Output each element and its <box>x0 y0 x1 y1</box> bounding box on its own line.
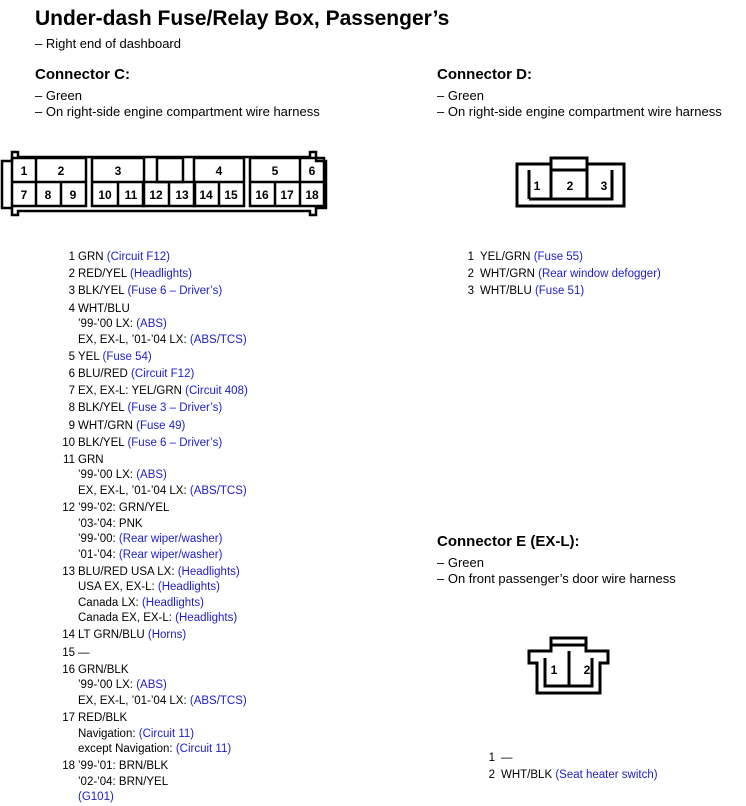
connector-c-pin-line <box>78 532 248 548</box>
connector-c-pin-line <box>78 302 248 318</box>
connector-c-wire-text: BLK/YEL <box>78 436 128 449</box>
connector-c-pin-number: 3 <box>68 285 75 298</box>
connector-c-pin-number: 9 <box>68 419 75 432</box>
connector-c-pin-line <box>78 436 248 452</box>
page-subtitle: – Right end of dashboard <box>35 36 181 51</box>
connector-d-circuit-reference: (Fuse 51) <box>534 285 585 298</box>
connector-d-pin-line <box>480 250 661 266</box>
connector-c-pin-line <box>78 284 248 300</box>
connector-c-wire-text: ’02-’04: BRN/YEL <box>78 775 169 788</box>
connector-c-pin-entry <box>61 302 248 349</box>
connector-c-wire-text: ’01-’04: <box>78 548 119 561</box>
connector-c-pin-number: 14 <box>62 629 75 642</box>
connector-c-wire-text: BLU/RED <box>78 367 132 380</box>
connector-c-pin-line <box>78 727 248 743</box>
connector-c-pin-5: 5 <box>271 164 279 178</box>
connector-c-wire-text: ’03-’04: PNK <box>78 517 143 530</box>
connector-d-wire-text: WHT/GRN <box>480 268 539 281</box>
connector-c-pin-entry <box>61 759 248 806</box>
connector-c-circuit-reference: (Circuit F12) <box>131 367 195 380</box>
connector-c-pin-entry <box>61 384 248 400</box>
connector-c-wire-text: BLK/YEL <box>78 285 128 298</box>
connector-c-pin-line <box>78 419 248 435</box>
connector-c-pin-line <box>78 611 248 627</box>
connector-c-pin-line <box>78 501 248 517</box>
connector-c-pin-14: 14 <box>199 188 213 202</box>
connector-c-pin-18: 18 <box>305 188 319 202</box>
connector-c-pin-entry <box>61 646 248 662</box>
connector-c-circuit-reference: (Headlights) <box>177 565 240 578</box>
connector-c-wire-text: BLK/YEL <box>78 402 128 415</box>
connector-c-circuit-reference: (Fuse 54) <box>102 350 152 363</box>
connector-c-pin-10: 10 <box>98 188 112 202</box>
connector-c-pin-line <box>78 580 248 596</box>
connector-c-pin-entry <box>61 565 248 627</box>
connector-c-pin-3: 3 <box>114 164 122 178</box>
connector-c-pin-line <box>78 468 248 484</box>
connector-c-pin-9: 9 <box>69 188 77 202</box>
connector-c-pin-number: 13 <box>62 565 75 578</box>
connector-d-pin-2: 2 <box>566 179 574 193</box>
connector-c-pin-11: 11 <box>124 188 138 202</box>
connector-c-circuit-reference: (Fuse 6 – Driver’s) <box>127 285 223 298</box>
connector-c-wire-text: ’99-’00 LX: <box>78 469 137 482</box>
connector-c-pin-number: 12 <box>62 502 75 515</box>
connector-d-wire-text: WHT/BLU <box>480 285 535 298</box>
connector-c-circuit-reference: (Circuit 11) <box>175 743 232 755</box>
connector-c-pin-line <box>78 646 248 662</box>
connector-c-pin-7: 7 <box>20 188 28 202</box>
connector-d-pin-number: 2 <box>467 268 474 281</box>
connector-c-pin-17: 17 <box>280 188 294 202</box>
connector-c-heading: Connector C: <box>35 66 130 83</box>
connector-c-pin-4: 4 <box>215 164 223 178</box>
connector-c-pin-8: 8 <box>44 188 52 202</box>
connector-c-pin-list <box>61 250 248 806</box>
connector-e-wire-text: WHT/BLK <box>501 769 556 782</box>
connector-d-color-note: – Green <box>437 88 484 103</box>
connector-e-heading: Connector E (EX-L): <box>437 533 580 550</box>
connector-c-wire-text: GRN/BLK <box>78 663 129 676</box>
connector-c-diagram <box>2 152 326 215</box>
connector-e-pin-entry <box>481 768 658 784</box>
connector-c-pin-number: 11 <box>63 453 75 466</box>
connector-c-pin-number: 1 <box>68 251 75 263</box>
connector-d-pin-entry <box>460 250 661 266</box>
connector-c-pin-line <box>78 742 248 758</box>
connector-c-wire-text: USA EX, EX-L: <box>78 581 158 594</box>
connector-c-pin-number: 7 <box>68 385 75 398</box>
connector-c-wire-text: EX, EX-L, ’01-’04 LX: <box>78 484 190 497</box>
connector-c-wire-text: LT GRN/BLU <box>78 629 148 642</box>
connector-c-circuit-reference: (Headlights) <box>175 612 238 625</box>
connector-d-pin-3: 3 <box>600 179 608 193</box>
connector-c-wire-text: Navigation: <box>78 727 139 740</box>
connector-c-wire-text: RED/BLK <box>78 712 128 724</box>
connector-e-diagram <box>529 638 608 693</box>
connector-c-pin-line <box>78 267 248 283</box>
connector-d-pin-1: 1 <box>533 179 541 193</box>
connector-c-pin-line <box>78 628 248 644</box>
connector-e-pin-2: 2 <box>583 663 591 677</box>
connector-c-circuit-reference: (Fuse 3 – Driver’s) <box>127 402 223 415</box>
connector-c-wire-text: BLU/RED USA LX: <box>78 565 178 578</box>
connector-c-pin-entry <box>61 267 248 283</box>
connector-c-pin-line <box>78 401 248 417</box>
connector-c-pin-number: 10 <box>62 436 75 449</box>
connector-c-pin-line <box>78 663 248 679</box>
connector-c-wire-text: EX, EX-L, ’01-’04 LX: <box>78 333 190 346</box>
connector-c-pin-line <box>78 453 248 469</box>
connector-c-pin-15: 15 <box>224 188 238 202</box>
connector-c-wire-text: ’99-’01: BRN/BLK <box>78 760 169 773</box>
connector-c-pin-line <box>78 517 248 533</box>
connector-c-circuit-reference: (Circuit F12) <box>106 251 171 263</box>
connector-c-wire-text: ’99-’00 LX: <box>78 679 137 692</box>
connector-c-pin-2: 2 <box>57 164 65 178</box>
connector-c-pin-number: 2 <box>68 268 75 281</box>
connector-c-pin-number: 16 <box>62 663 75 676</box>
connector-c-pin-entry <box>61 453 248 500</box>
connector-c-wire-text: RED/YEL <box>78 268 130 281</box>
connector-c-wire-text: ’99-’00: <box>78 533 119 546</box>
connector-c-circuit-reference: (Circuit 11) <box>138 727 195 740</box>
connector-c-wire-text: — <box>78 646 90 659</box>
connector-c-color-note: – Green <box>35 88 82 103</box>
connector-c-circuit-reference: (ABS) <box>136 679 167 692</box>
connector-d-pin-number: 3 <box>467 285 474 298</box>
connector-c-circuit-reference: (Headlights) <box>157 581 220 594</box>
connector-c-circuit-reference: (ABS) <box>136 318 167 331</box>
connector-c-wire-text: GRN <box>78 251 107 263</box>
connector-c-pin-line <box>78 790 248 806</box>
connector-c-pin-number: 6 <box>68 367 75 380</box>
connector-c-pin-entry <box>61 367 248 383</box>
connector-c-pin-13: 13 <box>175 188 189 202</box>
connector-c-pin-line <box>78 548 248 564</box>
connector-c-pin-entry <box>61 401 248 417</box>
connector-c-pin-line <box>78 384 248 400</box>
connector-c-pin-line <box>78 565 248 581</box>
connector-c-circuit-reference: (Horns) <box>147 629 187 642</box>
connector-c-pin-line <box>78 317 248 333</box>
connector-c-circuit-reference: (Fuse 49) <box>136 419 186 432</box>
connector-c-pin-entry <box>61 501 248 563</box>
connector-c-pin-number: 8 <box>68 402 75 415</box>
connector-c-pin-line <box>78 759 248 775</box>
connector-c-wire-text: GRN <box>78 453 104 466</box>
connector-c-wire-text: Canada LX: <box>78 596 142 609</box>
connector-c-wire-text: Canada EX, EX-L: <box>78 612 176 625</box>
connector-c-circuit-reference: (ABS/TCS) <box>189 484 247 497</box>
connector-c-pin-line <box>78 596 248 612</box>
connector-e-pin-line <box>501 768 658 784</box>
connector-c-pin-1: 1 <box>20 164 28 178</box>
connector-c-pin-line <box>78 250 248 266</box>
connector-c-pin-line <box>78 367 248 383</box>
connector-c-wire-text: ’99-’00 LX: <box>78 318 137 331</box>
connector-d-pin-number: 1 <box>467 251 474 263</box>
connector-c-pin-entry <box>61 628 248 644</box>
connector-e-circuit-reference: (Seat heater switch) <box>555 769 658 782</box>
connector-c-pin-entry <box>61 419 248 435</box>
connector-c-pin-number: 15 <box>62 646 75 659</box>
connector-c-pin-6: 6 <box>308 164 316 178</box>
connector-c-circuit-reference: (Headlights) <box>129 268 192 281</box>
connector-c-pin-line <box>78 350 248 366</box>
connector-c-pin-entry <box>61 436 248 452</box>
connector-c-circuit-reference: (G101) <box>78 791 114 804</box>
connector-e-pin-line <box>501 751 658 767</box>
connector-c-wire-text: except Navigation: <box>78 743 176 755</box>
connector-c-wire-text: ’99-’02: GRN/YEL <box>78 502 170 515</box>
connector-e-pin-number: 2 <box>488 769 495 782</box>
connector-d-location-note: – On right-side engine compartment wire harness <box>437 104 722 119</box>
connector-c-location-note: – On right-side engine compartment wire harness <box>35 104 320 119</box>
connector-c-pin-line <box>78 711 248 727</box>
connector-e-location-note: – On front passenger’s door wire harness <box>437 571 676 586</box>
connector-c-wire-text: EX, EX-L, ’01-’04 LX: <box>78 694 190 707</box>
connector-c-pin-12: 12 <box>149 188 163 202</box>
connector-c-pin-16: 16 <box>255 188 269 202</box>
connector-c-pin-number: 18 <box>62 760 75 773</box>
connector-c-pin-entry <box>61 284 248 300</box>
connector-d-pin-entry <box>460 284 661 300</box>
connector-c-circuit-reference: (ABS/TCS) <box>189 694 247 707</box>
connector-c-pin-number: 17 <box>62 712 75 724</box>
connector-d-wire-text: YEL/GRN <box>480 251 534 263</box>
connector-c-circuit-reference: (Rear wiper/washer) <box>118 548 223 561</box>
connector-d-pin-list <box>460 250 661 300</box>
connector-e-wire-text: — <box>501 752 513 764</box>
connector-e-color-note: – Green <box>437 555 484 570</box>
connector-c-pin-entry <box>61 350 248 366</box>
connector-c-pin-line <box>78 775 248 791</box>
connector-e-pin-1: 1 <box>550 663 558 677</box>
connector-e-pin-list <box>481 751 658 784</box>
connector-c-pin-entry <box>61 711 248 758</box>
connector-c-pin-line <box>78 694 248 710</box>
connector-c-pin-number: 4 <box>68 302 75 315</box>
connector-e-pin-number: 1 <box>488 752 495 764</box>
connector-c-wire-text: WHT/BLU <box>78 302 130 315</box>
connector-c-circuit-reference: (Circuit 408) <box>185 385 248 398</box>
connector-d-pin-line <box>480 284 661 300</box>
connector-e-pin-entry <box>481 751 658 767</box>
connector-c-wire-text: WHT/GRN <box>78 419 137 432</box>
connector-d-heading: Connector D: <box>437 66 532 83</box>
connector-d-circuit-reference: (Rear window defogger) <box>538 268 661 281</box>
connector-c-circuit-reference: (Headlights) <box>141 596 204 609</box>
connector-c-pin-line <box>78 333 248 349</box>
connector-d-circuit-reference: (Fuse 55) <box>533 251 583 263</box>
connector-d-pin-line <box>480 267 661 283</box>
page-title: Under-dash Fuse/Relay Box, Passenger’s <box>35 7 450 30</box>
connector-d-pin-entry <box>460 267 661 283</box>
connector-c-pin-entry <box>61 663 248 710</box>
connector-c-circuit-reference: (Fuse 6 – Driver’s) <box>127 436 223 449</box>
connector-c-circuit-reference: (Rear wiper/washer) <box>118 533 223 546</box>
connector-c-circuit-reference: (ABS) <box>136 469 167 482</box>
connector-c-pin-line <box>78 678 248 694</box>
connector-c-pin-entry <box>61 250 248 266</box>
connector-c-pin-line <box>78 484 248 500</box>
connector-c-pin-number: 5 <box>68 350 75 363</box>
connector-c-wire-text: YEL <box>78 350 103 363</box>
connector-c-circuit-reference: (ABS/TCS) <box>189 333 247 346</box>
connector-c-wire-text: EX, EX-L: YEL/GRN <box>78 385 186 398</box>
